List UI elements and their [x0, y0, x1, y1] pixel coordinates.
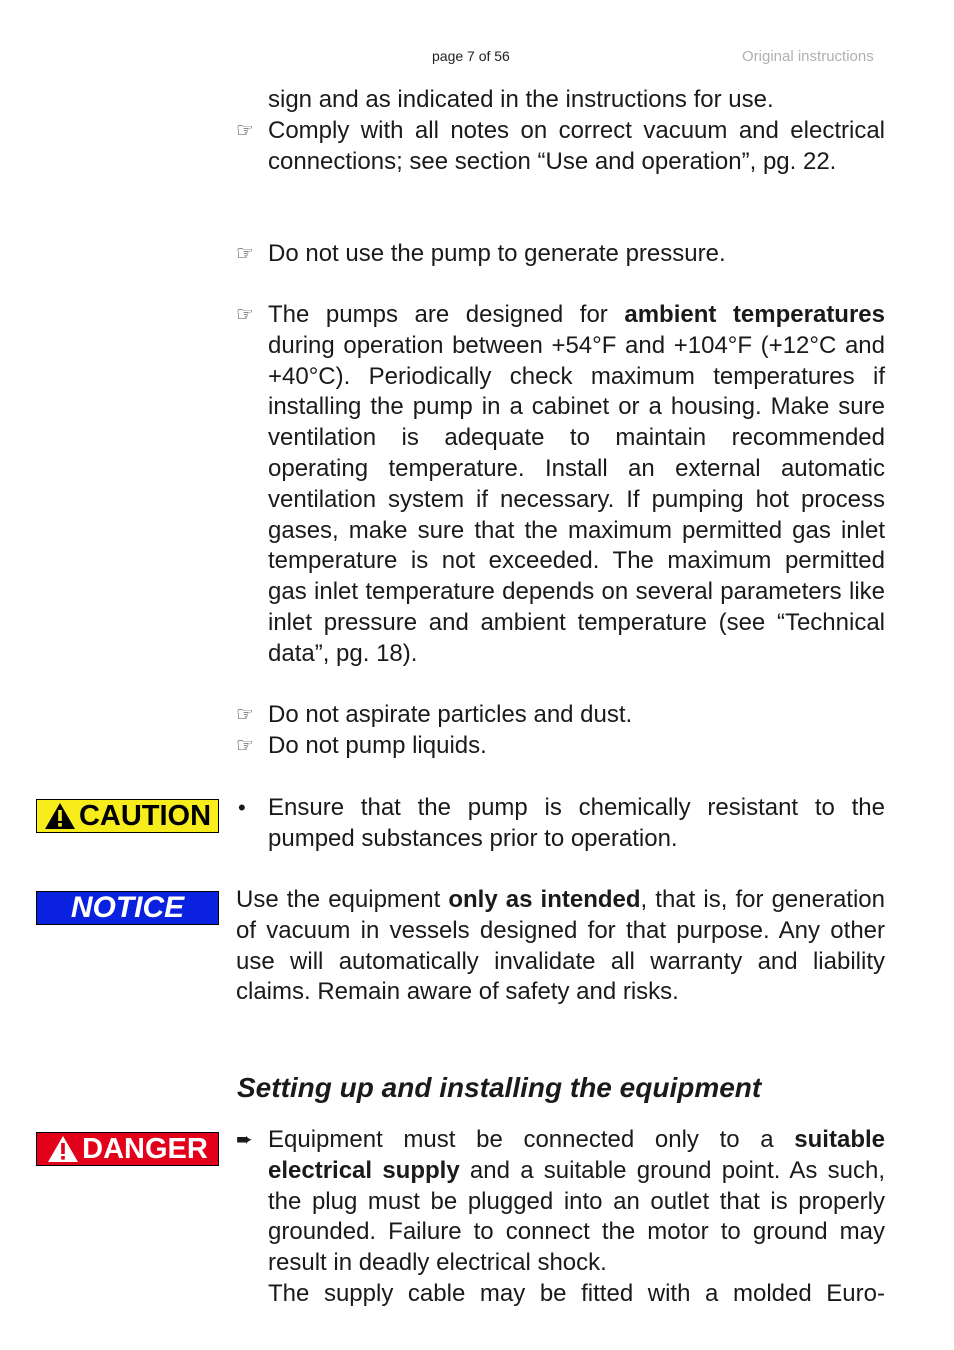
bold-suitable-electrical-supply: suitable electrical supply: [268, 1126, 885, 1184]
continued-text: sign and as indicated in the instructions for use.: [268, 86, 774, 113]
notice-text: Use the equipment only as intended, that is, for generation of vacuum in vessels designed for that purpose. Any other use will automatically invalidate all warranty and liability claims. Remain aware of safety and risks.: [236, 886, 885, 1006]
pointing-hand-icon: ☞: [236, 304, 254, 326]
caution-text: Ensure that the pump is chemically resistant to the pumped substances prior to operation.: [268, 794, 885, 852]
pointing-hand-icon: ☞: [236, 120, 254, 142]
bold-only-as-intended: only as intended: [448, 886, 641, 913]
supply-cable-text: The supply cable may be fitted with a molded Euro-: [268, 1280, 885, 1307]
arrow-right-icon: ➨: [236, 1129, 253, 1151]
pointing-hand-icon: ☞: [236, 243, 254, 265]
doc-type-label: Original instructions: [742, 48, 874, 65]
pointing-hand-icon: ☞: [236, 735, 254, 757]
page-number: page 7 of 56: [432, 48, 510, 64]
bullet-no-liquids: Do not pump liquids.: [268, 732, 487, 759]
warning-triangle-icon: [44, 802, 76, 830]
caution-label: CAUTION: [36, 799, 219, 833]
danger-text: Equipment must be connected only to a suitable electrical supply and a suitable ground point. As such, the plug must be plugged into an outlet that is properly grounded. Failure to connect the motor to ground may result in deadly electrical shock.: [268, 1126, 885, 1277]
bullet-dot-icon: •: [238, 795, 246, 820]
danger-label: DANGER: [36, 1132, 219, 1166]
bullet-connections: Comply with all notes on correct vacuum and electrical connections; see section “Use and operation”, pg. 22.: [268, 117, 885, 175]
notice-label: NOTICE: [36, 891, 219, 925]
bullet-no-pressure: Do not use the pump to generate pressure.: [268, 240, 726, 267]
section-heading: Setting up and installing the equipment: [237, 1072, 762, 1103]
warning-triangle-icon: [47, 1135, 79, 1163]
bold-ambient-temperatures: ambient temperatures: [624, 301, 886, 328]
bullet-no-particles: Do not aspirate particles and dust.: [268, 701, 633, 728]
bullet-ambient-temperature: The pumps are designed for ambient temperatures during operation between +54°F and +104°F (+12°C and +40°C). Periodically check maximum temperatures if installing the pump in a cabinet or a housing. Make sure ventilation is adequate to maintain recommended operating temperature. Install an external automatic ventilation system if necessary. If pumping hot process gases, make sure that the maximum permitted gas inlet temperature is not exceeded. The maximum permitted gas inlet temperature depends on several parameters like inlet pressure and ambient temperature (see “Technical data”, pg. 18).: [268, 301, 886, 667]
pointing-hand-icon: ☞: [236, 704, 254, 726]
